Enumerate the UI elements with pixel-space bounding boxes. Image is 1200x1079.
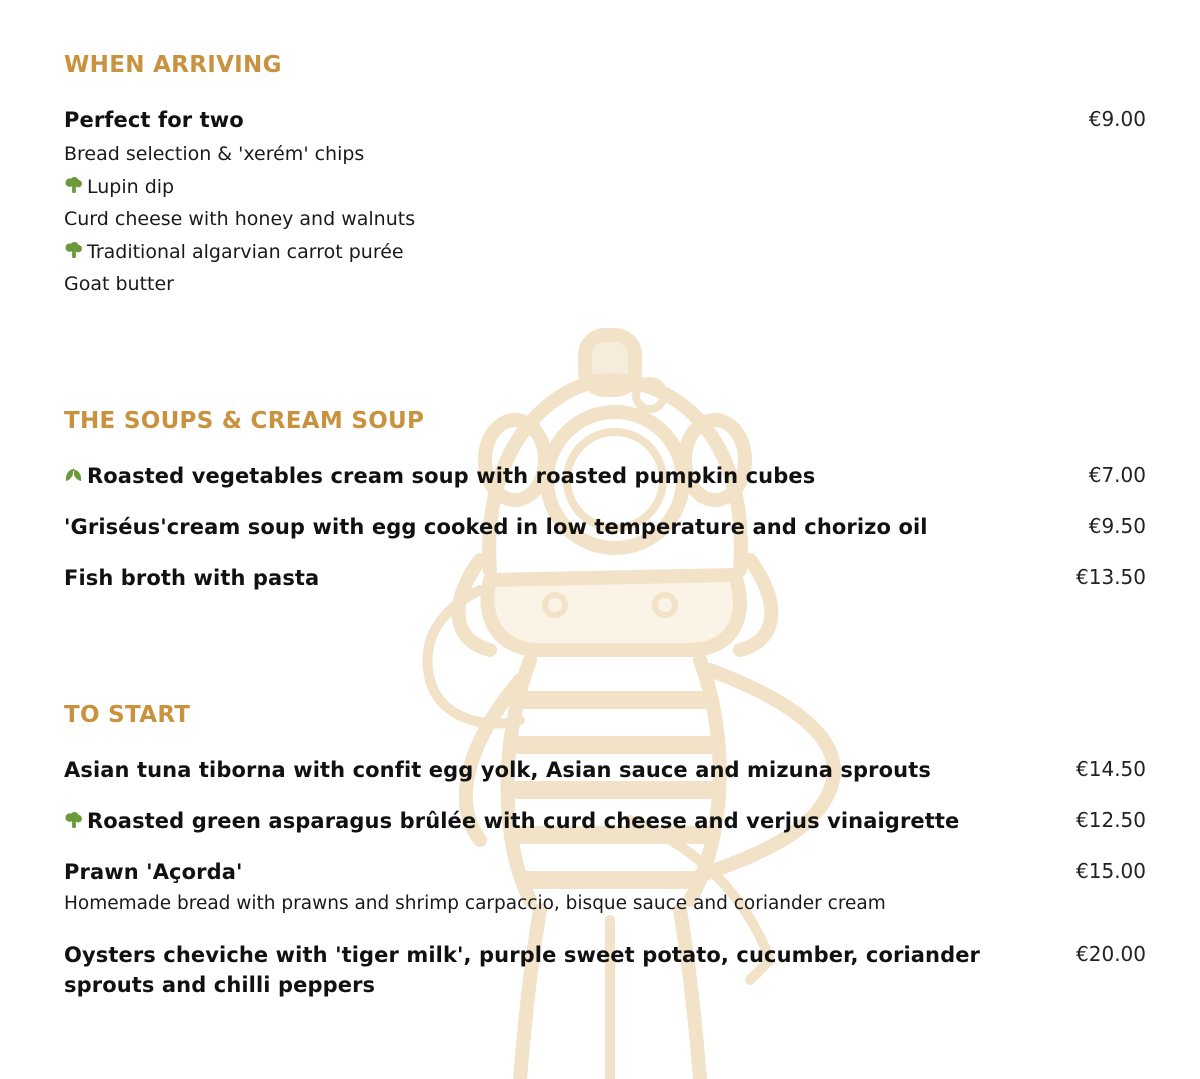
section-title: WHEN ARRIVING bbox=[64, 52, 282, 78]
item-name: Asian tuna tiborna with confit egg yolk, Asian sauce and mizuna sprouts bbox=[64, 758, 931, 782]
menu-item-oysters-cheviche bbox=[64, 940, 1146, 1000]
description-line: Traditional algarvian carrot purée bbox=[64, 236, 1146, 269]
item-name: Prawn 'Açorda' bbox=[64, 860, 243, 884]
description-line: Goat butter bbox=[64, 273, 174, 296]
description-line: Lupin dip bbox=[64, 171, 1146, 204]
broccoli-icon bbox=[64, 242, 83, 259]
menu-item-perfect-for-two bbox=[64, 105, 1146, 301]
item-price: €9.00 bbox=[1088, 107, 1146, 131]
section-to-start bbox=[64, 702, 1146, 728]
item-description: Homemade bread with prawns and shrimp carpaccio, bisque sauce and coriander cream bbox=[64, 893, 886, 914]
item-name: 'Griséus'cream soup with egg cooked in low temperature and chorizo oil bbox=[64, 515, 928, 539]
item-price: €13.50 bbox=[1076, 565, 1146, 589]
section-when-arriving bbox=[64, 52, 1146, 78]
item-description bbox=[64, 138, 1146, 301]
item-price: €20.00 bbox=[1076, 942, 1146, 966]
menu-item-roasted-green-asparagus bbox=[64, 806, 1146, 836]
item-name: Perfect for two bbox=[64, 108, 244, 132]
section-title: TO START bbox=[64, 702, 191, 728]
menu-item-griseus-cream-soup bbox=[64, 512, 1146, 542]
menu-item-roasted-vegetables-soup bbox=[64, 461, 1146, 491]
item-price: €12.50 bbox=[1076, 808, 1146, 832]
section-title: THE SOUPS & CREAM SOUP bbox=[64, 408, 425, 434]
item-name: Fish broth with pasta bbox=[64, 566, 320, 590]
description-line: Bread selection & 'xerém' chips bbox=[64, 143, 365, 165]
item-name: Roasted vegetables cream soup with roasted pumpkin cubes bbox=[64, 461, 1044, 491]
item-price: €9.50 bbox=[1088, 514, 1146, 538]
menu-item-prawn-acorda bbox=[64, 857, 1146, 919]
menu-item-fish-broth bbox=[64, 563, 1146, 593]
menu-item-asian-tuna-tiborna bbox=[64, 755, 1146, 785]
description-line: Curd cheese with honey and walnuts bbox=[64, 208, 416, 231]
broccoli-icon bbox=[64, 177, 83, 194]
item-name: Oysters cheviche with 'tiger milk', purple sweet potato, cucumber, coriander sprouts and chilli peppers bbox=[64, 943, 981, 997]
item-price: €7.00 bbox=[1088, 463, 1146, 487]
item-name: Roasted green asparagus brûlée with curd cheese and verjus vinaigrette bbox=[64, 806, 1044, 836]
section-soups bbox=[64, 408, 1146, 434]
broccoli-icon bbox=[64, 812, 83, 829]
leaf-icon bbox=[64, 467, 83, 484]
item-price: €15.00 bbox=[1076, 859, 1146, 883]
item-price: €14.50 bbox=[1076, 757, 1146, 781]
